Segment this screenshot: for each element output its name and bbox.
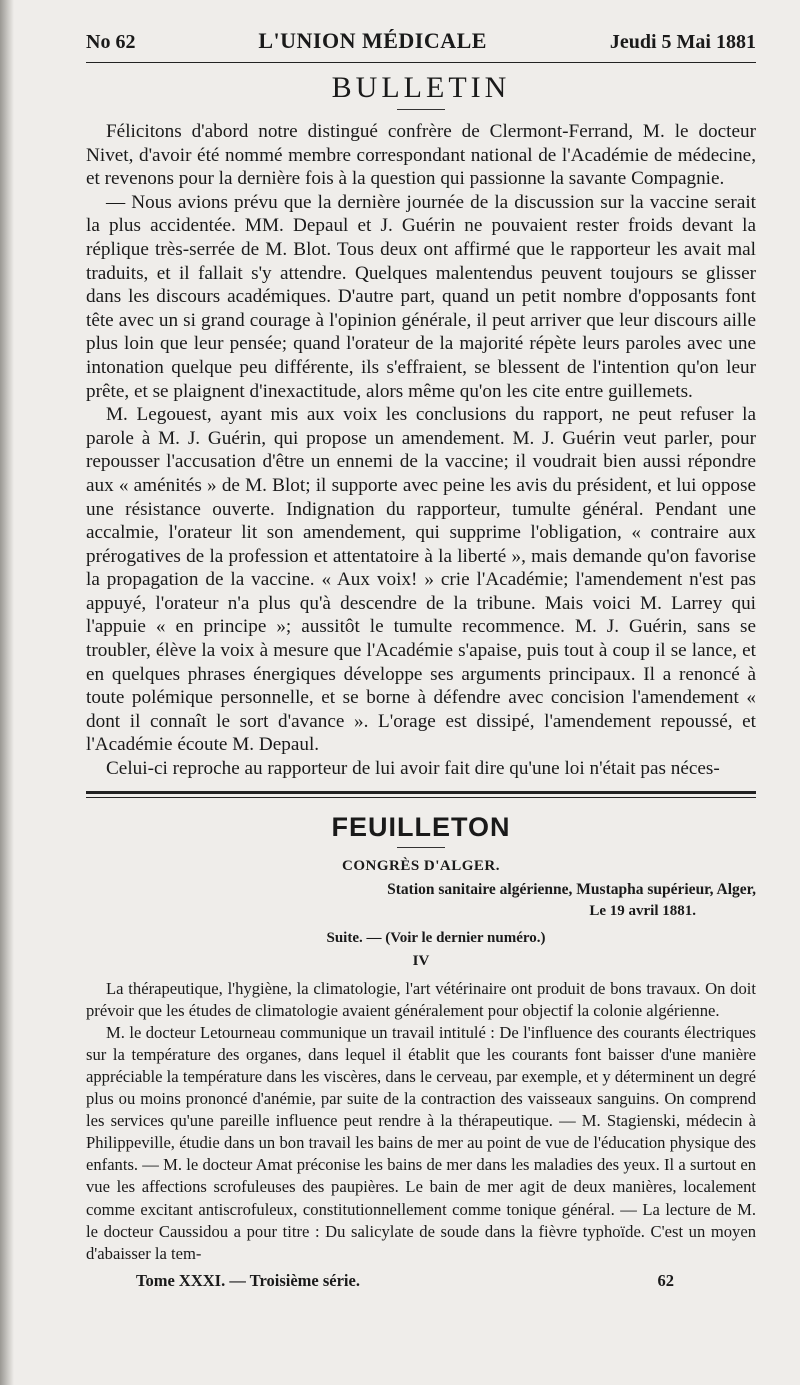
title-dash — [397, 109, 445, 110]
section-numeral: IV — [412, 952, 430, 969]
letter-date: Le 19 avril 1881. — [589, 902, 696, 919]
feuilleton-paragraph: M. le docteur Letourneau communique un travail intitulé : De l'influence des courants électriques sur la température des organes, dans lequel il établit que les courants font baisser d'une manière appréciable la température dans les viscères, dans le cerveau, par exemple, et y déterminent un degré plus ou moins prononcé d'anémie, par suite de la contraction des vaisseaux sanguins. On comprend les services qu'une pareille influence peut rendre à la thérapeutique. — M. Stagienski, médecin à Philippeville, étudie dans un bon travail les bains de mer au point de vue de l'éducation physique des enfants. — M. le docteur Amat préconise les bains de mer dans les maladies des yeux. Il a surtout en vue les affections scrofuleuses des paupières. Le bain de mer agit de deux manières, localement comme excitant antiscrofuleux, constitutionnellement comme tonique général. — La lecture de M. le docteur Caussidou a pour titre : Du salicylate de soude dans la fièvre typhoïde. C'est un moyen d'abaisser la tem- — [86, 1022, 756, 1263]
feuilleton-paragraph: La thérapeutique, l'hygiène, la climatologie, l'art vétérinaire ont produit de bons travaux. On doit prévoir que les études de climatologie avaient généralement pour objectif la colonie algérienne. — [86, 978, 756, 1020]
bulletin-title: BULLETIN — [331, 71, 511, 104]
journal-title: L'UNION MÉDICALE — [258, 28, 487, 53]
suite-note: Suite. — (Voir le dernier numéro.) — [326, 929, 546, 946]
page-edge-shadow — [0, 0, 14, 1385]
page-header — [86, 28, 756, 62]
bulletin-paragraph: — Nous avions prévu que la dernière journée de la discussion sur la vaccine serait la plus accidentée. MM. Depaul et J. Guérin ne pouvaient rester froids devant la réplique très-serrée de M. Blot. Tous deux ont affirmé que le rapporteur les avait mal traduits, et il fallait s'y attendre. Quelques malentendus peuvent toujours se glisser dans les discours académiques. D'autre part, quand un petit nombre d'opposants font tête avec un si grand courage à l'opinion générale, il peut arriver que leur discours aille plus loin que leur pensée; quand l'orateur de la majorité répète leurs paroles avec une intonation quelque peu différente, ils s'effraient, se blessent de l'intention qu'on leur prête, et se plaignent d'inexactitude, alors même qu'on les cite entre guillemets. — [86, 191, 756, 402]
tome-label: Tome XXXI. — Troisième série. — [136, 1270, 360, 1290]
title-dash — [397, 847, 445, 848]
bulletin-paragraph: M. Legouest, ayant mis aux voix les conclusions du rapport, ne peut refuser la parole à M. J. Guérin, qui propose un amendement. M. J. Guérin veut parler, pour repousser l'accusation d'être un ennemi de la vaccine; il voudrait bien aussi répondre aux « aménités » de M. Blot; il supporte avec peine les avis du président, et lui oppose une résistance ouverte. Indignation du rapporteur, tumulte général. Pendant une accalmie, l'orateur lit son amendement, qui supprime l'obligation, « contraire aux prérogatives de la profession et attentatoire à la liberté », mais demande qu'on favorise la propagation de la vaccine. « Aux voix! » crie l'Académie; l'amendement n'est pas appuyé, l'orateur n'a plus qu'à descendre de la tribune. Mais voici M. Larrey qui l'appuie « en principe »; aussitôt le tumulte recommence. M. J. Guérin, sans se troubler, élève la voix à mesure que l'Académie s'apaise, puis tout à coup il se lance, et en quelques phrases énergiques développe ses arguments principaux. Il a renoncé à toute polémique personnelle, et se borne à défendre avec concision l'amendement « dont il connaît le sort d'avance ». L'orage est dissipé, l'amendement repoussé, et l'Académie écoute M. Depaul. — [86, 404, 756, 756]
station-line: Station sanitaire algérienne, Mustapha supérieur, Alger, — [387, 880, 756, 898]
section-divider — [86, 791, 756, 794]
congres-heading: CONGRÈS D'ALGER. — [341, 857, 501, 874]
issue-date: Jeudi 5 Mai 1881 — [609, 31, 756, 53]
feuilleton-section — [86, 812, 756, 1265]
issue-number: No 62 — [86, 31, 136, 53]
page-footer — [86, 1271, 756, 1291]
page-number: 62 — [657, 1270, 674, 1290]
section-divider-thin — [86, 797, 756, 798]
bulletin-paragraph: Celui-ci reproche au rapporteur de lui avoir fait dire qu'une loi n'était pas néces- — [106, 758, 720, 780]
header-rule — [86, 62, 756, 63]
bulletin-paragraph: Félicitons d'abord notre distingué confrère de Clermont-Ferrand, M. le docteur Nivet, d'avoir été nommé membre correspondant national de l'Académie de médecine, et revenons pour la dernière fois à la question qui passionne la savante Compagnie. — [86, 121, 756, 190]
feuilleton-title: FEUILLETON — [331, 811, 511, 842]
bulletin-section — [86, 71, 756, 781]
